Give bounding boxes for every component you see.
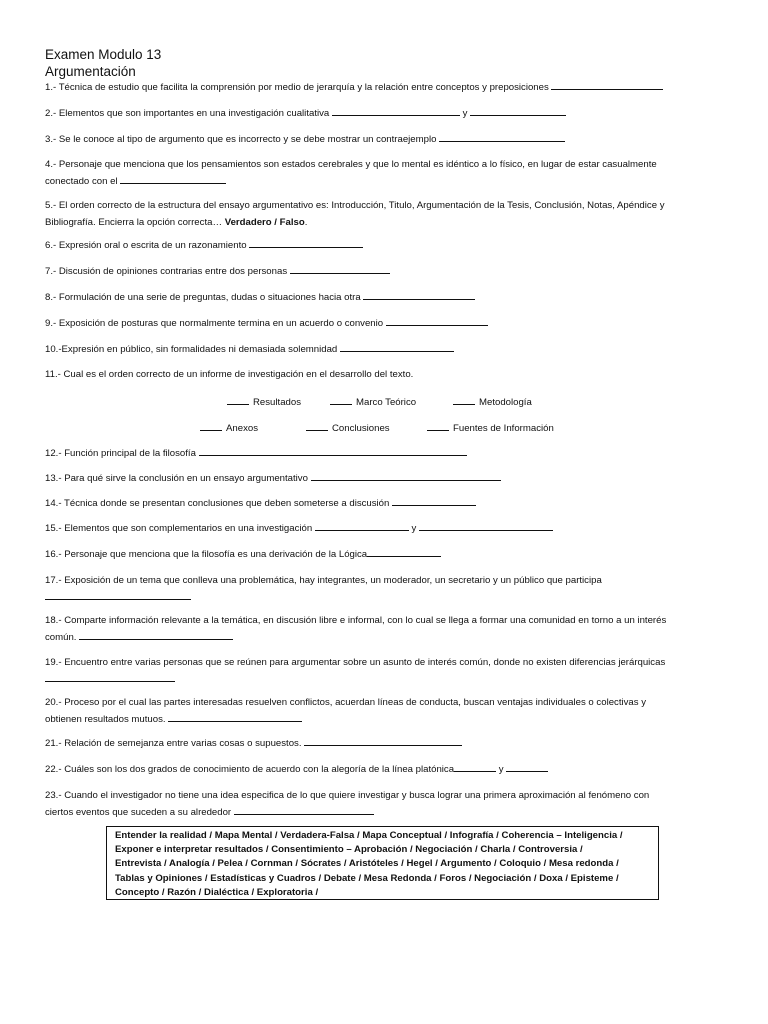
answer-blank[interactable] [45,590,191,600]
answer-blank[interactable] [120,174,226,184]
question-7: 7.- Discusión de opiniones contrarias entre dos personas [45,264,725,281]
question-2: 2.- Elementos que son importantes en una investigación cualitativa y [45,106,725,123]
word-bank-line: Concepto / Razón / Dialéctica / Exploratoria / [115,886,319,898]
answer-blank[interactable] [199,446,467,456]
question-18: 18.- Comparte información relevante a la temática, en discusión libre e informal, con lo cual se llega a formar una comunidad en torno a un interés común. [45,615,667,643]
question-1: 1.- Técnica de estudio que facilita la comprensión por medio de jerarquía y la relación entre conceptos y preposiciones [45,80,725,97]
question-4: 4.- Personaje que menciona que los pensamientos son estados cerebrales y que lo mental es idéntico a lo físico, en lugar de estar casualmente conectado con el [45,159,657,187]
answer-blank[interactable] [234,805,374,815]
question-15: 15.- Elementos que son complementarios en una investigación y [45,521,725,538]
question-16: 16.- Personaje que menciona que la filosofía es una derivación de la Lógica [45,547,725,564]
order-option-metodologia: Metodología [453,395,532,410]
answer-blank[interactable] [168,712,302,722]
true-false-options[interactable]: Verdadero / Falso [224,216,305,228]
order-option-fuentes: Fuentes de Información [427,421,554,436]
answer-blank[interactable] [304,736,462,746]
question-12: 12.- Función principal de la filosofía [45,446,725,463]
order-blank[interactable] [227,395,249,405]
question-21: 21.- Relación de semejanza entre varias cosas o supuestos. [45,736,725,753]
answer-blank[interactable] [392,496,476,506]
order-blank[interactable] [453,395,475,405]
order-option-resultados: Resultados [227,395,301,410]
order-option-marco-teorico: Marco Teórico [330,395,416,410]
question-14: 14.- Técnica donde se presentan conclusiones que deben someterse a discusión [45,496,725,513]
answer-blank[interactable] [363,290,475,300]
word-bank-line: Entrevista / Analogía / Pelea / Cornman / Sócrates / Aristóteles / Hegel / Argumento / Coloquio / Mesa redonda / [115,858,619,870]
question-13: 13.- Para qué sirve la conclusión en un ensayo argumentativo [45,471,725,488]
question-20: 20.- Proceso por el cual las partes interesadas resuelven conflictos, acuerdan líneas de conducta, buscan ventajas individuales o colectivas y obtienen resultados mutuos. [45,697,647,725]
word-bank-line: Exponer e interpretar resultados / Consentimiento – Aprobación / Negociación / Charla / Controversia / [115,844,583,856]
question-19: 19.- Encuentro entre varias personas que se reúnen para argumentar sobre un asunto de interés común, donde no existen diferencias jerárquicas [45,655,725,688]
order-blank[interactable] [306,421,328,431]
question-6: 6.- Expresión oral o escrita de un razonamiento [45,238,725,255]
exam-title: Examen Modulo 13 [45,47,162,62]
order-option-conclusiones: Conclusiones [306,421,390,436]
answer-blank[interactable] [419,521,553,531]
word-bank-line: Tablas y Opiniones / Estadísticas y Cuadros / Debate / Mesa Redonda / Foros / Negociación / Doxa / Episteme / [115,872,619,884]
question-22: 22.- Cuáles son los dos grados de conocimiento de acuerdo con la alegoría de la línea platónica y [45,762,725,779]
answer-blank[interactable] [332,106,460,116]
order-blank[interactable] [200,421,222,431]
answer-blank[interactable] [315,521,409,531]
answer-blank[interactable] [454,762,496,772]
answer-blank[interactable] [340,342,454,352]
answer-blank[interactable] [290,264,390,274]
question-10: 10.-Expresión en público, sin formalidades ni demasiada solemnidad [45,342,725,359]
answer-blank[interactable] [311,471,501,481]
answer-blank[interactable] [470,106,566,116]
question-9: 9.- Exposición de posturas que normalmente termina en un acuerdo o convenio [45,316,725,333]
word-bank-line: Entender la realidad / Mapa Mental / Verdadera-Falsa / Mapa Conceptual / Infografía / Coherencia – Inteligencia / [115,830,623,841]
order-blank[interactable] [330,395,352,405]
answer-blank[interactable] [79,630,233,640]
answer-blank[interactable] [506,762,548,772]
answer-blank[interactable] [386,316,488,326]
exam-subtitle: Argumentación [45,64,136,79]
question-23: 23.- Cuando el investigador no tiene una idea especifica de lo que quiere investigar y busca lograr una primera aproximación al fenómeno con ciertos eventos que suceden a su alrededor [45,790,650,818]
word-bank-box [106,826,659,900]
order-option-anexos: Anexos [200,421,258,436]
answer-blank[interactable] [367,547,441,557]
answer-blank[interactable] [45,672,175,682]
answer-blank[interactable] [551,80,663,90]
order-blank[interactable] [427,421,449,431]
question-5: 5.- El orden correcto de la estructura del ensayo argumentativo es: Introducción, Titulo, Argumentación de la Tesis, Conclusión, Notas, Apéndice y Bibliografía. Encierra la opción correcta… Verdadero / Falso. [45,200,665,228]
question-17: 17.- Exposición de un tema que conlleva una problemática, hay integrantes, un moderador, un secretario y un público que participa [45,573,725,606]
answer-blank[interactable] [249,238,363,248]
question-11: 11.- Cual es el orden correcto de un informe de investigación en el desarrollo del texto. [45,369,414,380]
answer-blank[interactable] [439,132,565,142]
question-8: 8.- Formulación de una serie de preguntas, dudas o situaciones hacia otra [45,290,725,307]
question-3: 3.- Se le conoce al tipo de argumento que es incorrecto y se debe mostrar un contraejemplo [45,132,725,149]
